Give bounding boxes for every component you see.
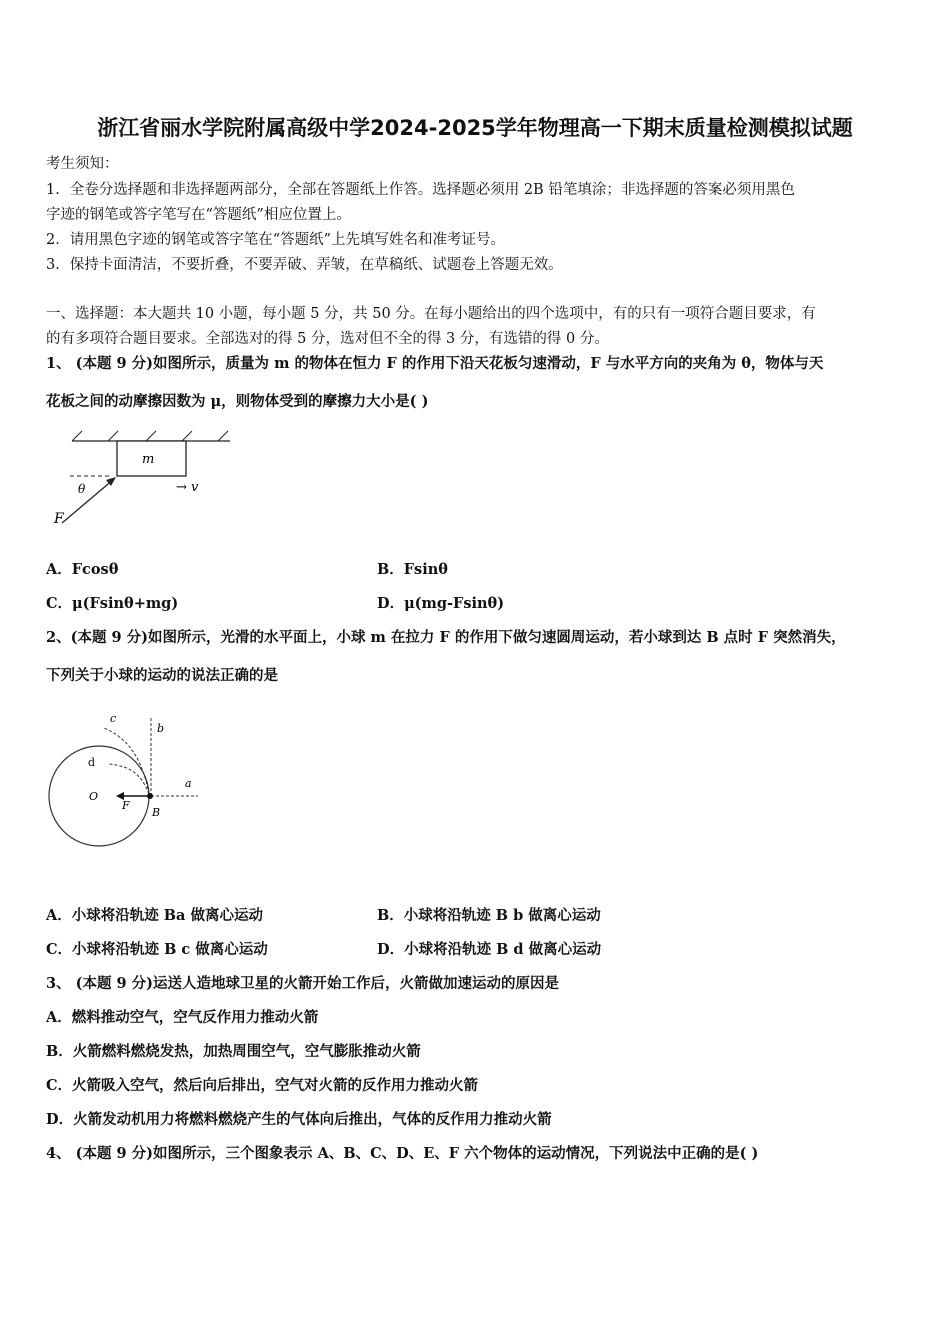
- q2-option-a[interactable]: A．小球将沿轨迹 Ba 做离心运动: [46, 907, 263, 924]
- section-instructions-cont: 的有多项符合题目要求。全部选对的得 5 分，选对但不全的得 3 分，有选错的得 0 分。: [46, 331, 609, 347]
- q3-option-c[interactable]: C．火箭吸入空气，然后向后排出，空气对火箭的反作用力推动火箭: [46, 1077, 479, 1094]
- q4-stem: 4、 (本题 9 分)如图所示，三个图象表示 A、B、C、D、E、F 六个物体的运动情况，下列说法中正确的是( ): [46, 1145, 759, 1162]
- q1-stem-cont: 花板之间的动摩擦因数为 μ，则物体受到的摩擦力大小是( ): [46, 393, 429, 410]
- label-point-b: B: [152, 806, 161, 819]
- label-c: c: [110, 712, 117, 725]
- q2-option-b[interactable]: B．小球将沿轨迹 B b 做离心运动: [377, 907, 601, 924]
- q2-option-c[interactable]: C．小球将沿轨迹 B c 做离心运动: [46, 941, 268, 958]
- q2-figure: [46, 708, 206, 853]
- force-line: [62, 479, 114, 523]
- notice-item-1: 1．全卷分选择题和非选择题两部分，全部在答题纸上作答。选择题必须用 2B 铅笔填涂；非选择题的答案必须用黑色: [46, 182, 795, 198]
- label-a: a: [185, 777, 192, 790]
- q1-option-a[interactable]: A．Fcosθ: [46, 561, 119, 578]
- q1-option-d[interactable]: D．μ(mg-Fsinθ): [377, 595, 505, 612]
- notice-item-2: 2．请用黑色字迹的钢笔或答字笔在“答题纸”上先填写姓名和准考证号。: [46, 232, 506, 248]
- q1-option-c[interactable]: C．μ(Fsinθ+mg): [46, 595, 179, 612]
- page-title: 浙江省丽水学院附属高级中学2024-2025学年物理高一下期末质量检测模拟试题: [97, 116, 853, 140]
- notice-heading: 考生须知：: [46, 156, 119, 172]
- q3-stem: 3、 (本题 9 分)运送人造地球卫星的火箭开始工作后，火箭做加速运动的原因是: [46, 975, 560, 992]
- q1-stem: 1、 (本题 9 分)如图所示，质量为 m 的物体在恒力 F 的作用下沿天花板匀速滑动，F 与水平方向的夹角为 θ，物体与天: [46, 355, 824, 372]
- q2-stem: 2、(本题 9 分)如图所示，光滑的水平面上，小球 m 在拉力 F 的作用下做匀速圆周运动，若小球到达 B 点时 F 突然消失，: [46, 629, 846, 646]
- q2-stem-cont: 下列关于小球的运动的说法正确的是: [46, 667, 278, 684]
- label-o: O: [89, 790, 99, 803]
- mass-label: m: [142, 452, 155, 467]
- label-b: b: [157, 722, 165, 735]
- label-d: d: [88, 756, 96, 769]
- notice-item-1-cont: 字迹的钢笔或答字笔写在“答题纸”相应位置上。: [46, 207, 351, 223]
- velocity-label: → v: [176, 480, 199, 495]
- q3-option-a[interactable]: A．燃料推动空气，空气反作用力推动火箭: [46, 1009, 319, 1026]
- path-c: [104, 728, 149, 794]
- force-label: F: [54, 511, 64, 527]
- q3-option-b[interactable]: B．火箭燃料燃烧发热，加热周围空气，空气膨胀推动火箭: [46, 1043, 421, 1060]
- q2-option-d[interactable]: D．小球将沿轨迹 B d 做离心运动: [377, 941, 602, 958]
- ball: [147, 793, 153, 799]
- angle-label: θ: [78, 482, 86, 496]
- notice-item-3: 3．保持卡面清洁，不要折叠，不要弄破、弄皱，在草稿纸、试题卷上答题无效。: [46, 257, 563, 273]
- q3-option-d[interactable]: D．火箭发动机用力将燃料燃烧产生的气体向后推出，气体的反作用力推动火箭: [46, 1111, 552, 1128]
- label-f: F: [122, 799, 130, 812]
- q1-figure: [50, 425, 230, 530]
- q1-option-b[interactable]: B．Fsinθ: [377, 561, 448, 578]
- path-d: [108, 764, 149, 794]
- section-instructions: 一、选择题：本大题共 10 小题，每小题 5 分，共 50 分。在每小题给出的四个选项中，有的只有一项符合题目要求，有: [46, 306, 816, 322]
